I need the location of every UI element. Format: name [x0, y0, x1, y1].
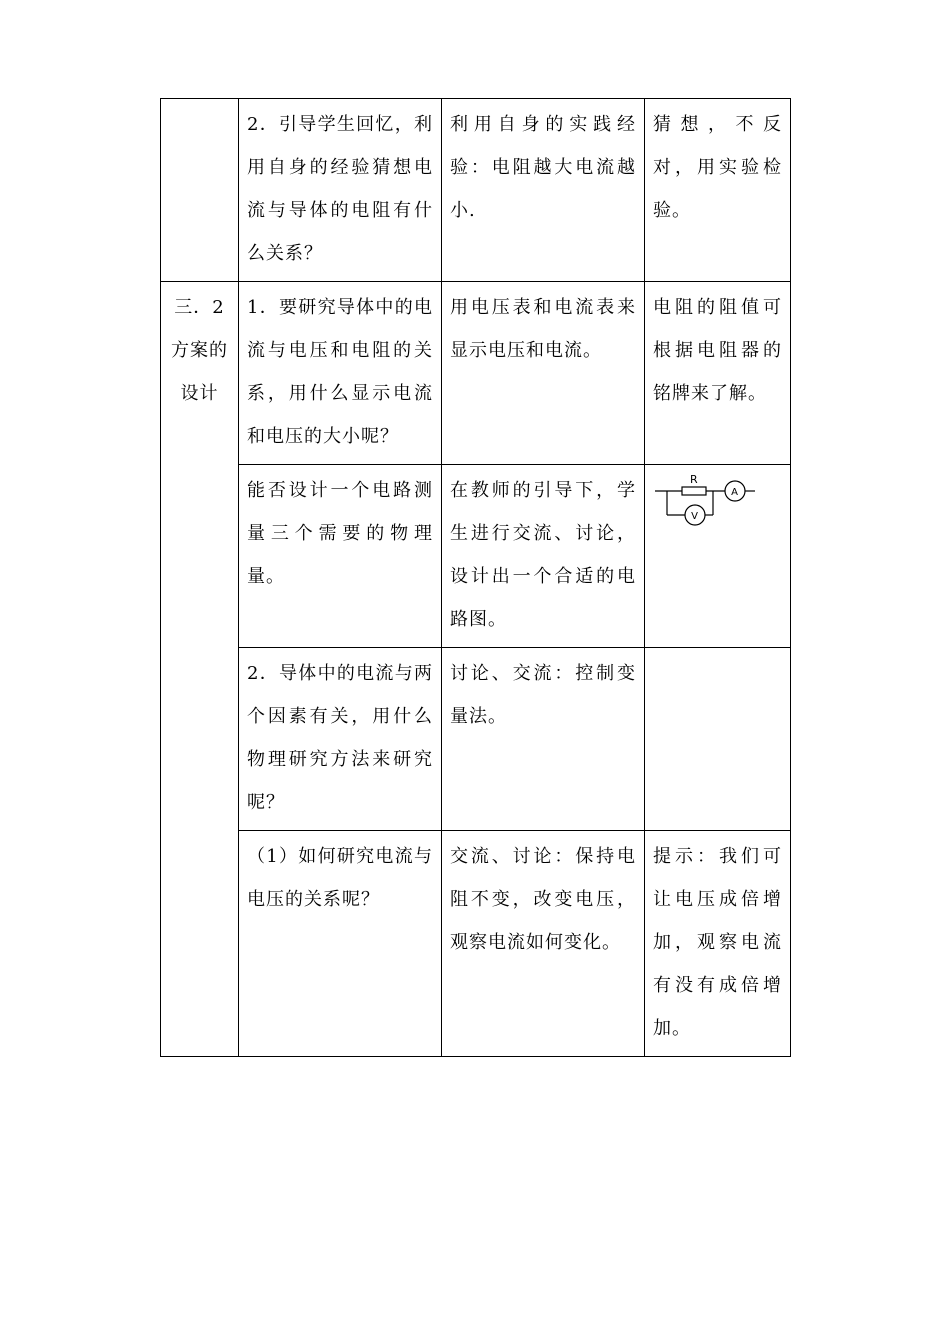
- teacher-activity-cell: （1）如何研究电流与电压的关系呢？: [239, 831, 442, 1057]
- student-activity-cell: 利用自身的实践经验：电阻越大电流越小.: [442, 99, 645, 282]
- student-activity-cell: 交流、讨论：保持电阻不变，改变电压，观察电流如何变化。: [442, 831, 645, 1057]
- note-cell: 电阻的阻值可根据电阻器的铭牌来了解。: [645, 282, 791, 465]
- circuit-diagram: [653, 473, 757, 531]
- table-row: [161, 648, 791, 831]
- circuit-cell: [645, 465, 791, 648]
- resistor-icon: [682, 487, 706, 495]
- note-cell: 猜想，不反对，用实验检验。: [645, 99, 791, 282]
- student-activity-cell: 在教师的引导下，学生进行交流、讨论，设计出一个合适的电路图。: [442, 465, 645, 648]
- lesson-plan-table: [160, 98, 791, 1057]
- teacher-activity-cell: 2．导体中的电流与两个因素有关，用什么物理研究方法来研究呢？: [239, 648, 442, 831]
- stage-cell: [161, 99, 239, 282]
- note-cell: 提示：我们可让电压成倍增加，观察电流有没有成倍增加。: [645, 831, 791, 1057]
- teacher-activity-cell: 2．引导学生回忆，利用自身的经验猜想电流与导体的电阻有什么关系？: [239, 99, 442, 282]
- stage-cell: 三．2方案的设计: [161, 282, 239, 1057]
- note-cell: [645, 648, 791, 831]
- resistor-label: R: [690, 473, 699, 486]
- student-activity-cell: 用电压表和电流表来显示电压和电流。: [442, 282, 645, 465]
- ammeter-label: A: [731, 487, 739, 498]
- teacher-activity-cell: 能否设计一个电路测量三个需要的物理量。: [239, 465, 442, 648]
- table-row: [161, 831, 791, 1057]
- teacher-activity-cell: 1．要研究导体中的电流与电压和电阻的关系，用什么显示电流和电压的大小呢？: [239, 282, 442, 465]
- voltmeter-label: V: [691, 511, 699, 522]
- student-activity-cell: 讨论、交流：控制变量法。: [442, 648, 645, 831]
- table-row: [161, 282, 791, 465]
- table-row: [161, 465, 791, 648]
- table-row: [161, 99, 791, 282]
